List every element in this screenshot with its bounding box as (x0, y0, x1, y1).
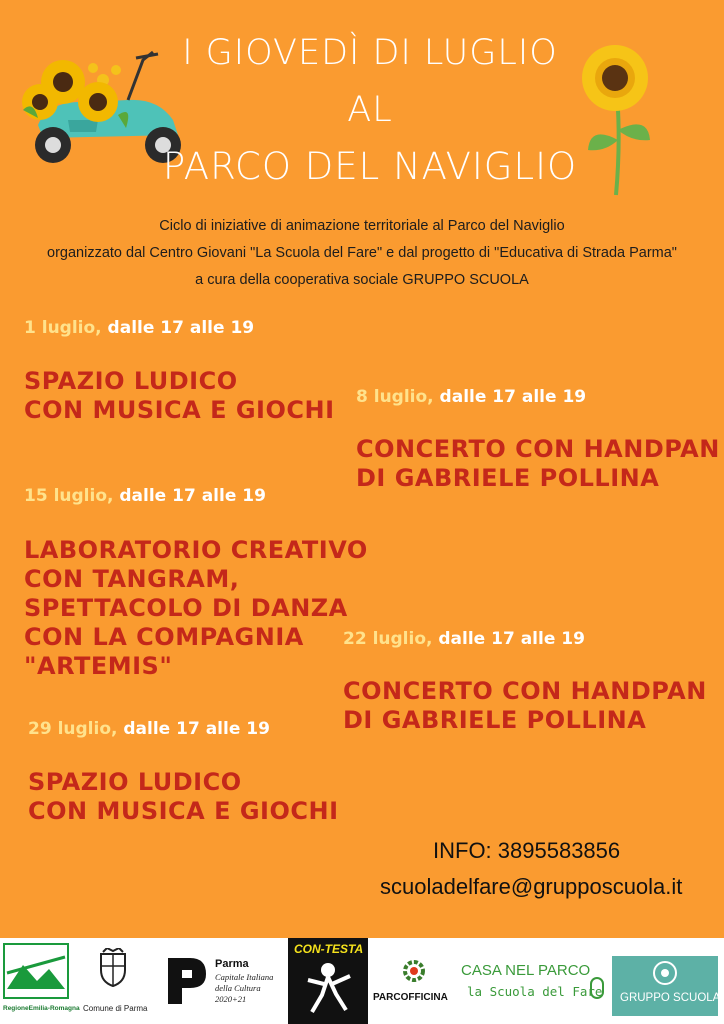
event-date (343, 631, 585, 648)
event-title (24, 367, 335, 425)
event-day: 15 luglio, (24, 486, 114, 506)
event-title-line: SPAZIO LUDICO (28, 768, 242, 796)
con-testa-label: CON-TESTA (294, 942, 364, 956)
event-date (24, 488, 266, 505)
event-day: 1 luglio, (24, 318, 102, 338)
event-time: dalle 17 alle 19 (433, 387, 587, 407)
title-line-1: I GIOVEDÌ DI LUGLIO (182, 33, 558, 73)
event-title-line: CONCERTO CON HANDPAN (343, 677, 707, 705)
casa-nel-parco-logo (457, 960, 607, 1010)
regione-label: RegioneEmilia-Romagna (3, 1005, 80, 1012)
parma-capitale-cultura-logo (168, 958, 273, 1018)
event-title-line: SPAZIO LUDICO (24, 367, 238, 395)
event-title-line: LABORATORIO CREATIVO (24, 536, 368, 564)
event-title (28, 768, 339, 826)
event-time: dalle 17 alle 19 (117, 719, 270, 739)
scuola-del-fare-label: la Scuola del Fare (467, 984, 603, 999)
regione-emilia-romagna-logo (3, 943, 80, 1019)
event-title-line: DI GABRIELE POLLINA (343, 706, 647, 734)
event-date (24, 320, 254, 337)
event-time: dalle 17 alle 19 (113, 486, 266, 506)
event-title-line: CONCERTO CON HANDPAN (356, 435, 720, 463)
info-email[interactable]: scuoladelfare@grupposcuola.it (380, 874, 683, 899)
parcofficina-logo (373, 956, 455, 1016)
comune-label: Comune di Parma (83, 1004, 148, 1013)
parma-subtitle-line: della Cultura (215, 983, 261, 993)
parma-subtitle-line: 2020+21 (215, 994, 247, 1004)
intro-line-2: organizzato dal Centro Giovani "La Scuola del Fare" e dal progetto di "Educativa di Strada Parma" (47, 245, 677, 261)
event-time: dalle 17 alle 19 (101, 318, 255, 338)
sponsor-footer (0, 938, 724, 1024)
parma-title: Parma (215, 958, 249, 970)
event-title-line: CON TANGRAM, (24, 565, 240, 593)
parma-p-icon (168, 958, 206, 1004)
parcofficina-label: PARCOFFICINA (373, 992, 448, 1003)
intro-line-1: Ciclo di iniziative di animazione territoriale al Parco del Naviglio (159, 218, 565, 234)
info-phone: INFO: 3895583856 (433, 838, 621, 863)
regione-emblem-icon (3, 943, 69, 999)
event-title (24, 536, 368, 681)
event-day: 29 luglio, (28, 719, 118, 739)
title-line-2: AL (347, 90, 393, 130)
event-date (356, 389, 586, 406)
event-day: 22 luglio, (343, 629, 433, 649)
event-title-line: "ARTEMIS" (24, 652, 173, 680)
comune-di-parma-logo (83, 948, 148, 1018)
casa-label: CASA NEL PARCO (461, 962, 591, 979)
event-time: dalle 17 alle 19 (432, 629, 585, 649)
event-title-line: DI GABRIELE POLLINA (356, 464, 660, 492)
event-title-line: CON MUSICA E GIOCHI (24, 396, 335, 424)
event-date (28, 721, 270, 738)
gruppo-scuola-emblem-icon (652, 960, 678, 986)
parma-subtitle-line: Capitale Italiana (215, 972, 274, 982)
mouse-icon (589, 976, 605, 1000)
event-title (356, 435, 720, 493)
gear-icon (399, 956, 429, 986)
event-title-line: CON MUSICA E GIOCHI (28, 797, 339, 825)
gruppo-scuola-logo (612, 956, 721, 1016)
intro-line-3: a cura della cooperativa sociale GRUPPO SCUOLA (195, 272, 529, 288)
event-title-line: CON LA COMPAGNIA (24, 623, 304, 651)
event-title (343, 677, 707, 735)
title-line-3: PARCO DEL NAVIGLIO (162, 145, 578, 188)
gruppo-scuola-label: GRUPPO SCUOLA (620, 992, 721, 1004)
event-title-line: SPETTACOLO DI DANZA (24, 594, 348, 622)
dancer-figure-icon (298, 960, 358, 1018)
event-day: 8 luglio, (356, 387, 434, 407)
coat-of-arms-icon (93, 948, 133, 988)
con-testa-logo (288, 938, 368, 1024)
